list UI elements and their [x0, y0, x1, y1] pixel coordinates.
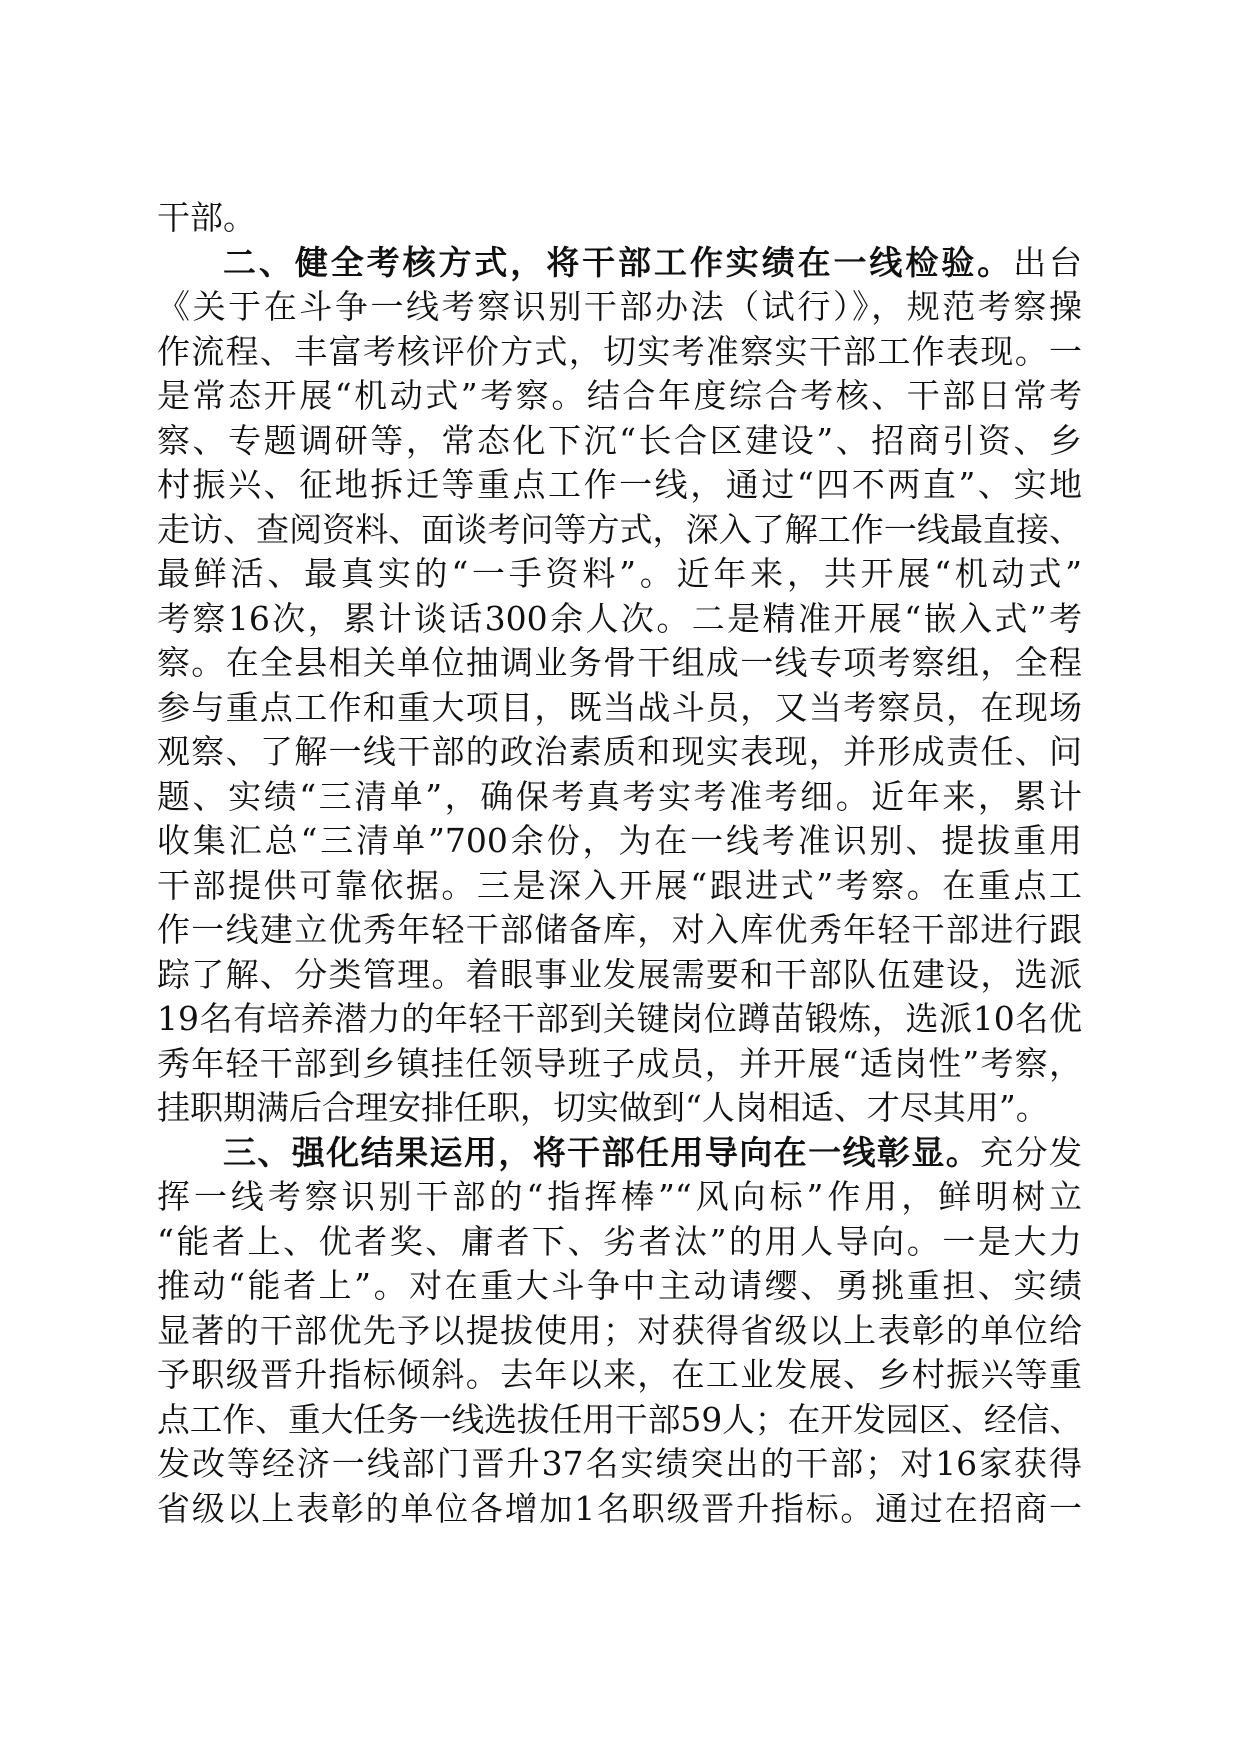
- line-text: 察、专题调研等，常态化下沉“长合区建设”、招商引资、乡: [157, 420, 1082, 460]
- text-line: [157, 686, 1082, 731]
- line-text: 作流程、丰富考核评价方式，切实考准察实干部工作表现。一: [157, 331, 1082, 371]
- line-text: 参与重点工作和重大项目，既当战斗员，又当考察员，在现场: [157, 687, 1082, 727]
- text-line: [157, 819, 1082, 864]
- line-text: 《关于在斗争一线考察识别干部办法（试行）》，规范考察操: [157, 287, 1082, 326]
- text-line: [157, 1353, 1082, 1398]
- line-text: 挥一线考察识别干部的“指挥棒”“风向标”作用，鲜明树立: [157, 1177, 1082, 1216]
- section-heading: 三、强化结果运用，将干部任用导向在一线彰显。: [223, 1132, 981, 1172]
- line-text: 19名有培养潜力的年轻干部到关键岗位蹲苗锻炼，选派10名优: [157, 999, 1082, 1038]
- line-text: 显著的干部优先予以提拔使用；对获得省级以上表彰的单位给: [157, 1310, 1082, 1350]
- text-line: [157, 953, 1082, 998]
- text-line: [157, 285, 1082, 330]
- text-line: [157, 1442, 1082, 1487]
- line-text: “能者上、优者奖、庸者下、劣者汰”的用人导向。一是大力: [157, 1221, 1082, 1261]
- text-line: [157, 1042, 1082, 1087]
- line-text: 最鲜活、最真实的“一手资料”。近年来，共开展“机动式”: [157, 554, 1082, 593]
- text-line: [157, 1487, 1082, 1532]
- text-line: [157, 1175, 1082, 1220]
- line-text: 省级以上表彰的单位各增加1名职级晋升指标。通过在招商一: [157, 1488, 1082, 1528]
- text-line: [157, 552, 1082, 597]
- line-text: 挂职期满后合理安排任职，切实做到“人岗相适、才尽其用”。: [157, 1088, 1049, 1127]
- line-text: 出台: [1013, 242, 1083, 282]
- line-text: 村振兴、征地拆迁等重点工作一线，通过“四不两直”、实地: [157, 465, 1082, 504]
- section-heading-line: [157, 241, 1082, 286]
- line-text: 秀年轻干部到乡镇挂任领导班子成员，并开展“适岗性”考察，: [157, 1043, 1082, 1083]
- text-line: [157, 419, 1082, 464]
- text-line: [157, 1220, 1082, 1265]
- text-line: [157, 597, 1082, 642]
- text-line: [157, 196, 1082, 241]
- line-text: 予职级晋升指标倾斜。去年以来，在工业发展、乡村振兴等重: [157, 1355, 1082, 1394]
- text-line: [157, 864, 1082, 909]
- line-text: 观察、了解一线干部的政治素质和现实表现，并形成责任、问: [157, 732, 1082, 771]
- line-text: 点工作、重大任务一线选拔任用干部59人；在开发园区、经信、: [157, 1400, 1083, 1439]
- line-text: 推动“能者上”。对在重大斗争中主动请缨、勇挑重担、实绩: [157, 1266, 1082, 1305]
- section-heading: 二、健全考核方式，将干部工作实绩在一线检验。: [223, 242, 1014, 282]
- text-line: [157, 997, 1082, 1042]
- line-text: 发改等经济一线部门晋升37名实绩突出的干部；对16家获得: [157, 1444, 1082, 1483]
- text-line: [157, 508, 1082, 553]
- text-line: [157, 1086, 1082, 1131]
- line-text: 干部提供可靠依据。三是深入开展“跟进式”考察。在重点工: [157, 865, 1082, 905]
- text-line: [157, 908, 1082, 953]
- line-text: 察。在全县相关单位抽调业务骨干组成一线专项考察组，全程: [157, 643, 1082, 682]
- text-line: [157, 730, 1082, 775]
- line-text: 走访、查阅资料、面谈考问等方式，深入了解工作一线最直接、: [157, 509, 1082, 549]
- text-line: [157, 775, 1082, 820]
- line-text: 踪了解、分类管理。着眼事业发展需要和干部队伍建设，选派: [157, 954, 1082, 994]
- section-heading-line: [157, 1131, 1082, 1176]
- document-body: [157, 196, 1082, 1531]
- text-line: [157, 463, 1082, 508]
- line-text: 题、实绩“三清单”，确保考真考实考准考细。近年来，累计: [157, 776, 1082, 816]
- text-line: [157, 1309, 1082, 1354]
- text-line: [157, 641, 1082, 686]
- line-text: 作一线建立优秀年轻干部储备库，对入库优秀年轻干部进行跟: [157, 910, 1082, 949]
- line-text: 是常态开展“机动式”考察。结合年度综合考核、干部日常考: [157, 376, 1082, 415]
- text-line: [157, 1264, 1082, 1309]
- text-line: [157, 374, 1082, 419]
- line-text: 干部。: [157, 198, 256, 237]
- text-line: [157, 1398, 1082, 1443]
- text-line: [157, 330, 1082, 375]
- line-text: 充分发: [980, 1132, 1083, 1172]
- line-text: 考察16次，累计谈话300余人次。二是精准开展“嵌入式”考: [157, 598, 1082, 638]
- line-text: 收集汇总“三清单”700余份，为在一线考准识别、提拔重用: [157, 821, 1082, 860]
